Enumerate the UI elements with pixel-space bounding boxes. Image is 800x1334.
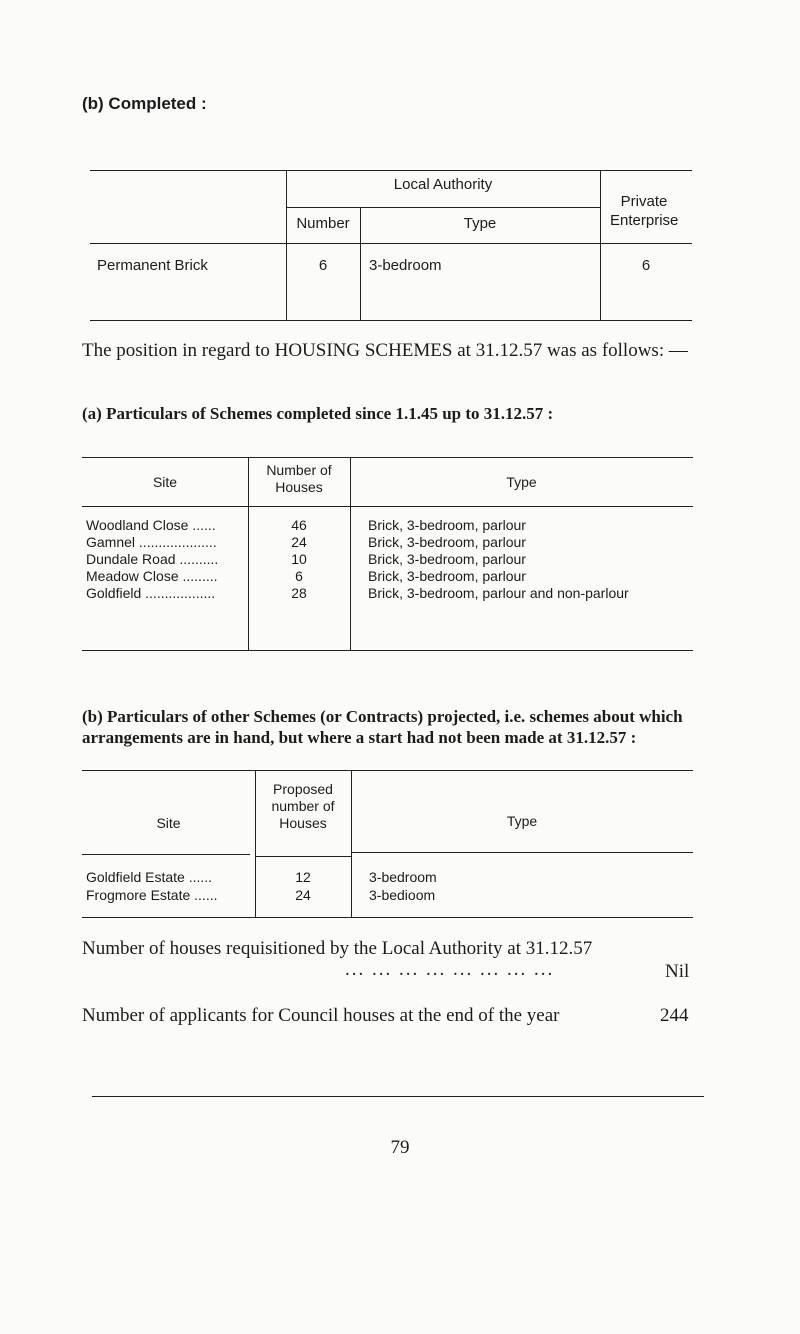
- section-b-heading: (b) Particulars of other Schemes (or Contracts) projected, i.e. schemes about which arrangements are in hand, but where a start had not been made at 31.12.57 :: [82, 707, 683, 747]
- row-number: 24: [295, 887, 311, 903]
- header-number-of-houses: Number of Houses: [266, 462, 332, 495]
- header-private-enterprise: Private Enterprise: [610, 193, 679, 229]
- row-type: 3-bedroom: [369, 869, 437, 885]
- row-type: Brick, 3-bedroom, parlour: [368, 534, 526, 550]
- row-number: 24: [291, 534, 307, 550]
- row-label: Permanent Brick: [97, 257, 208, 274]
- applicants-value: 244: [660, 1005, 689, 1026]
- header-site: Site: [156, 815, 181, 831]
- section-a-heading: (a) Particulars of Schemes completed since 1.1.45 up to 31.12.57 :: [82, 404, 554, 423]
- requisitioned-value: Nil: [665, 961, 690, 982]
- header-number: Number: [296, 215, 350, 232]
- row-private: 6: [641, 257, 651, 274]
- position-paragraph: The position in regard to HOUSING SCHEMES at 31.12.57 was as follows: —: [82, 340, 688, 361]
- page-number: 79: [390, 1137, 410, 1158]
- row-type: Brick, 3-bedroom, parlour and non-parlour: [368, 585, 629, 601]
- row-number: 28: [291, 585, 307, 601]
- row-number: 10: [291, 551, 307, 567]
- table-row: Woodland Close ......: [86, 517, 216, 533]
- row-number: 6: [295, 568, 303, 584]
- applicants-label: Number of applicants for Council houses at the end of the year: [82, 1005, 560, 1026]
- row-type: Brick, 3-bedroom, parlour: [368, 551, 526, 567]
- header-site: Site: [152, 474, 178, 490]
- table-row: Gamnel ....................: [86, 534, 217, 550]
- header-type: Type: [463, 215, 497, 232]
- row-number: 46: [291, 517, 307, 533]
- table-row: Goldfield Estate ......: [86, 869, 213, 885]
- row-type: 3-bedioom: [369, 887, 436, 903]
- row-number: 12: [295, 869, 311, 885]
- row-type: Brick, 3-bedroom, parlour: [368, 568, 526, 584]
- table-row: Dundale Road ..........: [86, 551, 219, 567]
- footer-rule: [92, 1096, 704, 1097]
- row-number: 6: [318, 257, 328, 274]
- header-type: Type: [506, 813, 538, 829]
- header-proposed-number: Proposed number of Houses: [271, 781, 335, 831]
- header-local-authority: Local Authority: [393, 176, 493, 193]
- row-type: 3-bedroom: [369, 257, 442, 274]
- completed-heading: (b) Completed :: [82, 94, 207, 113]
- requisitioned-dots: ... ... ... ... ... ... ... ...: [345, 959, 555, 980]
- requisitioned-label: Number of houses requisitioned by the Local Authority at 31.12.57: [82, 938, 593, 959]
- header-type: Type: [506, 474, 537, 490]
- table-row: Goldfield ..................: [86, 585, 216, 601]
- table-row: Frogmore Estate ......: [86, 887, 218, 903]
- row-type: Brick, 3-bedroom, parlour: [368, 517, 526, 533]
- table-row: Meadow Close .........: [86, 568, 218, 584]
